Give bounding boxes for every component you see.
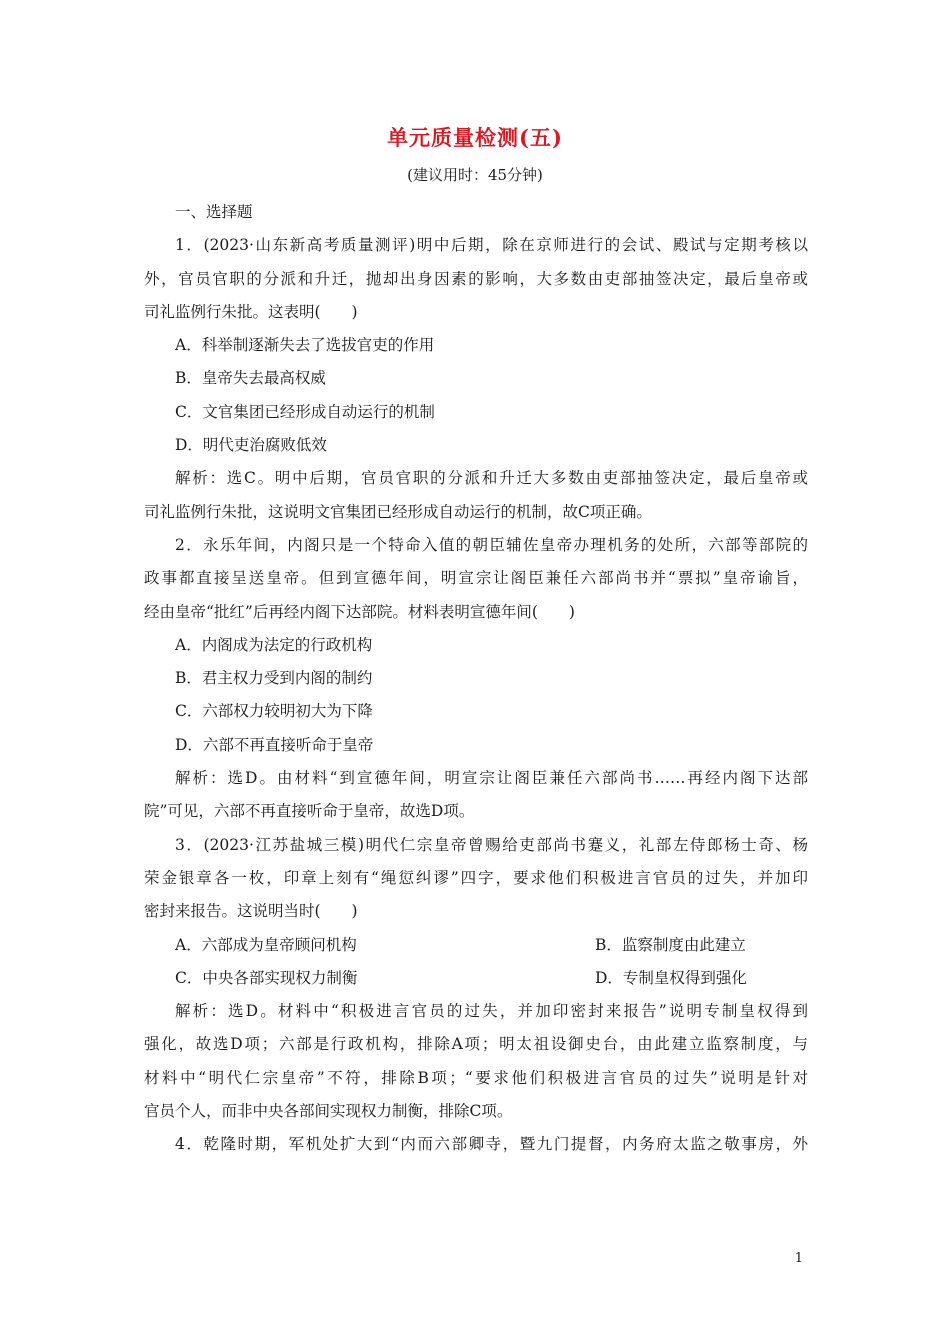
question-3-line: 密封来报告。这说明当时( ) xyxy=(144,902,358,921)
question-2-line: 2．永乐年间，内阁只是一个特命入值的朝臣辅佐皇帝办理机务的处所，六部等部院的 xyxy=(175,535,808,554)
question-3-options-row xyxy=(144,929,808,962)
question-3-option-b: B．监察制度由此建立 xyxy=(595,935,746,954)
question-1-line: 司礼监例行朱批。这表明( ) xyxy=(144,302,358,321)
question-2-line: 经由皇帝“批红”后再经内阁下达部院。材料表明宣德年间( ) xyxy=(144,602,575,621)
question-3-option-c: C．中央各部实现权力制衡 xyxy=(175,968,358,987)
question-3-option-a: A．六部成为皇帝顾问机构 xyxy=(175,935,357,954)
question-3-analysis: 强化，故选D项；六部是行政机构，排除A项；明太祖设御史台，由此建立监察制度，与 xyxy=(144,1035,808,1054)
question-3-line: 荣金银章各一枚，印章上刻有“绳愆纠谬”四字，要求他们积极进言官员的过失，并加印 xyxy=(144,868,808,887)
section-heading: 一、选择题 xyxy=(175,203,253,221)
page-number: 1 xyxy=(794,1251,803,1266)
question-2-option-b: B．君主权力受到内阁的制约 xyxy=(175,669,373,688)
question-1-analysis: 解析：选C。明中后期，官员官职的分派和升迁大多数由吏部抽签决定，最后皇帝或 xyxy=(175,469,808,488)
question-1-option-a: A．科举制逐渐失去了选拔官吏的作用 xyxy=(175,336,435,355)
page-title: 单元质量检测(五) xyxy=(387,125,563,150)
question-1-option-c: C．文官集团已经形成自动运行的机制 xyxy=(175,402,435,421)
question-3-line: 3．(2023·江苏盐城三模)明代仁宗皇帝曾赐给吏部尚书蹇义，礼部左侍郎杨士奇、杨 xyxy=(175,835,808,854)
question-2-option-a: A．内阁成为法定的行政机构 xyxy=(175,635,373,654)
question-3-analysis: 官员个人，而非中央各部间实现权力制衡，排除C项。 xyxy=(144,1102,513,1121)
question-3-analysis: 解析：选D。材料中“积极进言官员的过失，并加印密封来报告”说明专制皇权得到 xyxy=(175,1002,808,1021)
question-1-option-b: B．皇帝失去最高权威 xyxy=(175,369,326,388)
question-3-options-row xyxy=(144,962,808,995)
question-3-analysis: 材料中“明代仁宗皇帝”不符，排除B项；“要求他们积极进言官员的过失”说明是针对 xyxy=(144,1068,808,1087)
question-1-line: 外，官员官职的分派和升迁，抛却出身因素的影响，大多数由吏部抽签决定，最后皇帝或 xyxy=(144,269,808,288)
document-body xyxy=(144,196,808,1162)
page-subtitle: (建议用时：45分钟) xyxy=(407,166,543,184)
question-1-line: 1．(2023·山东新高考质量测评)明中后期，除在京师进行的会试、殿试与定期考核以 xyxy=(175,236,808,255)
question-1-analysis: 司礼监例行朱批，这说明文官集团已经形成自动运行的机制，故C项正确。 xyxy=(144,502,652,521)
question-2-analysis: 解析：选D。由材料“到宣德年间，明宣宗让阁臣兼任六部尚书……再经内阁下达部 xyxy=(175,769,808,788)
question-2-option-c: C．六部权力较明初大为下降 xyxy=(175,702,373,721)
question-2-line: 政事都直接呈送皇帝。但到宣德年间，明宣宗让阁臣兼任六部尚书并“票拟”皇帝谕旨， xyxy=(144,569,808,588)
question-3-option-d: D．专制皇权得到强化 xyxy=(595,968,747,987)
question-1-option-d: D．明代吏治腐败低效 xyxy=(175,436,327,455)
question-2-option-d: D．六部不再直接听命于皇帝 xyxy=(175,735,374,754)
question-2-analysis: 院”可见，六部不再直接听命于皇帝，故选D项。 xyxy=(144,802,475,821)
question-4-line: 4．乾隆时期，军机处扩大到“内而六部卿寺，暨九门提督，内务府太监之敬事房，外 xyxy=(175,1135,808,1154)
